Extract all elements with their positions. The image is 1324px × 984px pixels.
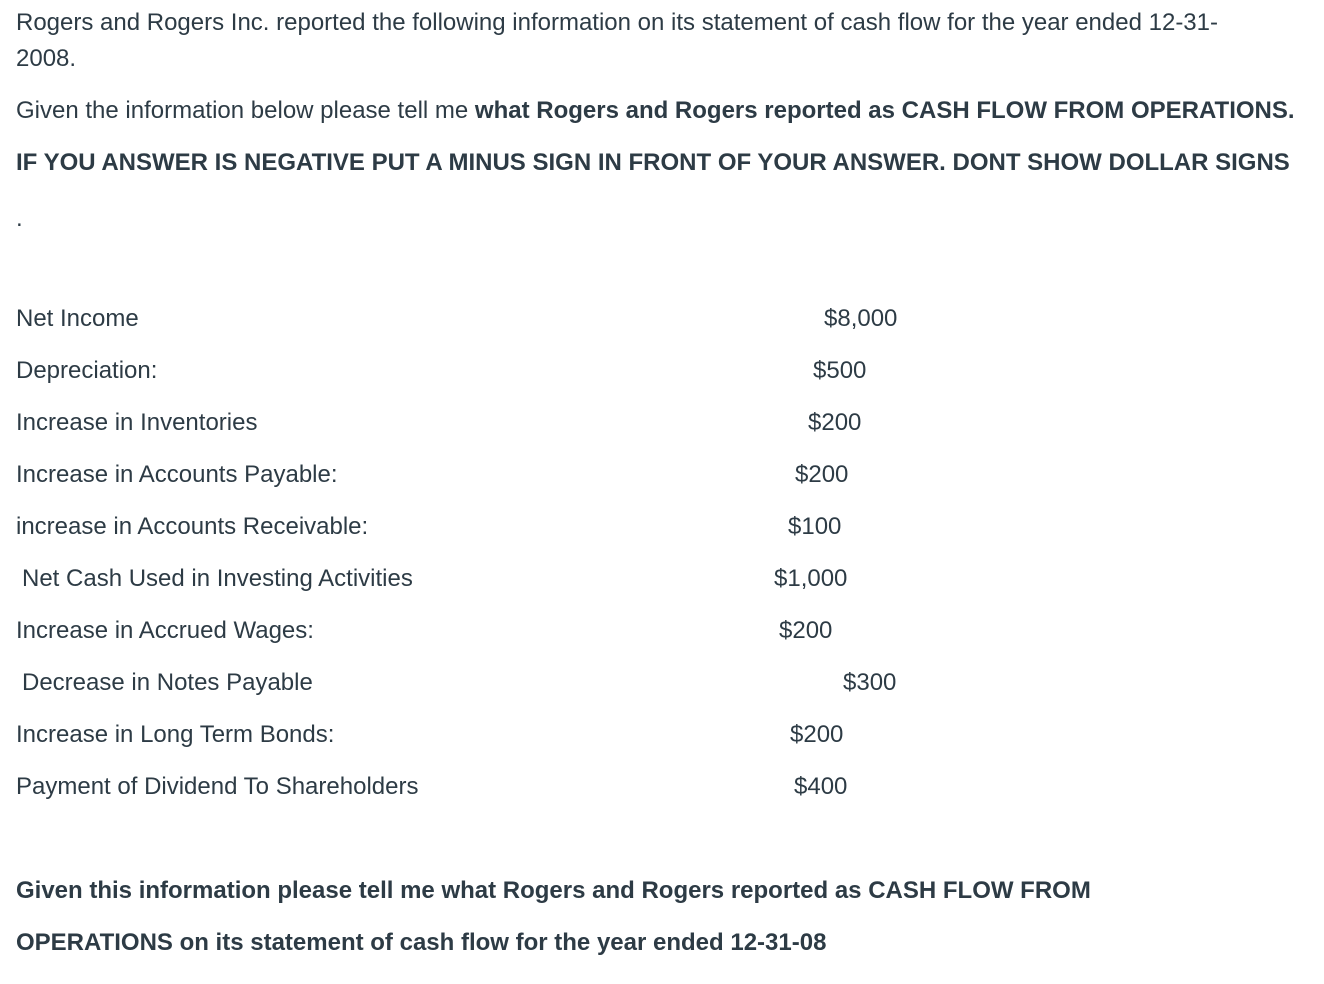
item-label: Payment of Dividend To Shareholders	[16, 773, 419, 800]
item-label: Increase in Accrued Wages:	[16, 617, 314, 644]
item-label: Increase in Long Term Bonds:	[16, 721, 335, 748]
given-bold: what Rogers and Rogers reported as CASH FLOW FROM OPERATIONS.	[474, 97, 1295, 124]
intro-line-2: 2008.	[16, 45, 77, 72]
item-label: Net Cash Used in Investing Activities	[22, 565, 413, 592]
intro-line-1: Rogers and Rogers Inc. reported the following information on its statement of cash flow for the year ended 12-31-	[16, 9, 1218, 36]
item-label: Increase in Inventories	[16, 409, 258, 436]
item-amount: $200	[790, 721, 844, 748]
item-amount: $500	[813, 357, 867, 384]
closing-line-1: Given this information please tell me what Rogers and Rogers reported as CASH FLOW FROM	[16, 877, 1091, 904]
item-amount: $200	[779, 617, 833, 644]
item-amount: $1,000	[774, 565, 848, 592]
item-label: Depreciation:	[16, 357, 158, 384]
closing-line-2: OPERATIONS on its statement of cash flow for the year ended 12-31-08	[16, 929, 827, 956]
item-amount: $100	[788, 513, 842, 540]
item-label: increase in Accounts Receivable:	[16, 513, 369, 540]
item-label: Increase in Accounts Payable:	[16, 461, 338, 488]
item-amount: $200	[808, 409, 862, 436]
item-amount: $400	[794, 773, 848, 800]
given-line	[16, 96, 1295, 126]
item-amount: $8,000	[824, 305, 898, 332]
item-label: Net Income	[16, 305, 139, 332]
item-label: Decrease in Notes Payable	[22, 669, 313, 696]
stray-dot: .	[16, 205, 23, 232]
item-amount: $200	[795, 461, 849, 488]
given-prefix: Given the information below please tell me	[16, 97, 475, 124]
instruction-line: IF YOU ANSWER IS NEGATIVE PUT A MINUS SIGN IN FRONT OF YOUR ANSWER. DONT SHOW DOLLAR SIGNS	[16, 149, 1290, 176]
item-amount: $300	[843, 669, 897, 696]
